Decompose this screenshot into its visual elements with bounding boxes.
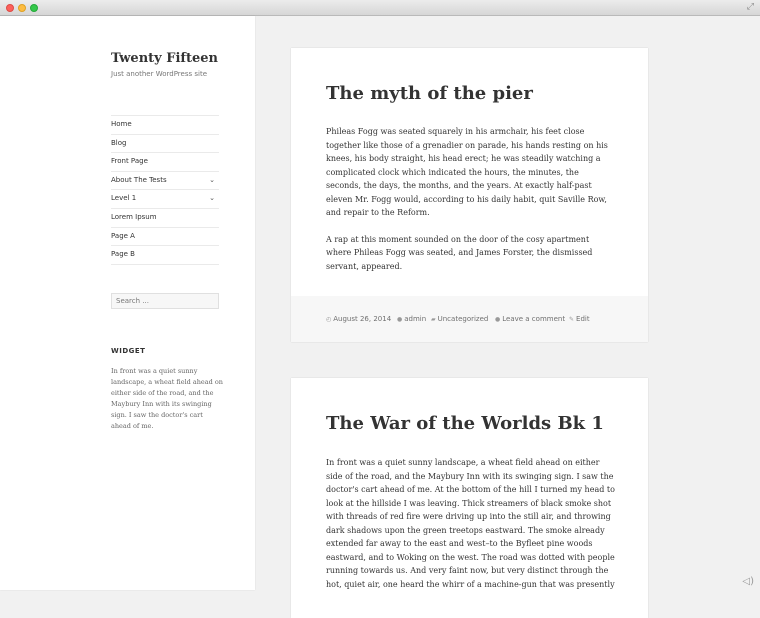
post-paragraph: Phileas Fogg was seated squarely in his armchair, his feet close together like those of a grenadier on parade, his hands resting on his knees, his body straight, his head erect; he was steadily watching a complicated clock which indicated the hours, the minutes, the seconds, the days, the months, and the years. At exactly half-past eleven Mr. Fogg would, according to his daily habit, quit Saville Row, and repair to the Reform. [326,127,608,217]
folder-icon: ▰ [431,316,436,323]
menu-item-label: Lorem Ipsum [111,212,157,221]
menu-item-label: Page A [111,231,135,240]
site-title[interactable]: Twenty Fifteen [111,51,219,66]
zoom-window-button[interactable] [30,4,38,12]
speaker-icon[interactable]: ◁) [742,576,754,587]
post-category[interactable] [431,315,488,323]
window-titlebar [0,0,760,16]
post-comment-link[interactable] [495,315,565,323]
post-paragraph: A rap at this moment sounded on the door of the cosy apartment where Phileas Fogg was seated, and James Forster, the dismissed servant, appeared. [326,234,593,271]
widget-text: In front was a quiet sunny landscape, a wheat field ahead on either side of the road, and the Maybury Inn with its swinging sign. I saw the doctor's cart ahead of me. [111,367,223,430]
chevron-down-icon[interactable]: ⌄ [209,175,215,184]
menu-item-label: Blog [111,138,127,147]
post-date[interactable] [326,315,391,323]
menu-item-about-the-tests[interactable] [111,172,219,191]
menu-item-lorem-ipsum[interactable] [111,209,219,228]
fullscreen-arrows-icon[interactable]: ⤢ [746,2,754,12]
post-article [291,378,648,618]
menu-item-page-b[interactable] [111,246,219,265]
post-edit-label: Edit [576,315,590,323]
post-article [291,48,648,342]
menu-item-front-page[interactable] [111,153,219,172]
post-comment-label: Leave a comment [502,315,566,323]
close-window-button[interactable] [6,4,14,12]
menu-item-home[interactable] [111,116,219,135]
post-category-label: Uncategorized [437,315,489,323]
minimize-window-button[interactable] [18,4,26,12]
site-description: Just another WordPress site [111,70,208,78]
pencil-icon: ✎ [569,316,575,323]
menu-item-label: Page B [111,250,135,259]
post-content [326,125,616,286]
comment-bubble-icon: ● [495,316,501,323]
post-content [326,456,616,604]
post-date-label: August 26, 2014 [333,315,392,323]
menu-item-blog[interactable] [111,135,219,154]
menu-item-label: Level 1 [111,194,137,203]
post-paragraph: In front was a quiet sunny landscape, a wheat field ahead on either side of the road, and the Maybury Inn with its swinging sign. I saw the doctor's cart ahead of me. At the bottom of the hill I turned my head to look at the hillside I was leaving. Thick streamers of black smoke shot with threads of red fire were driving up into the still air, and throwing dark shadows upon the green treetops eastward. The smoke already extended far away to the east and west–to the Byfleet pine woods eastward, and to Woking on the west. The road was dotted with people running towards us. And very faint now, but very distinct through the hot, quiet air, one heard the whirr of a machine-gun that was presently [326,458,615,589]
menu-item-label: Front Page [111,157,148,166]
post-author[interactable] [397,315,426,323]
main-navigation [111,115,219,265]
post-title[interactable]: The myth of the pier [326,83,533,104]
menu-item-level-1[interactable] [111,190,219,209]
menu-item-label: About The Tests [111,175,167,184]
menu-item-label: Home [111,120,132,128]
user-icon: ● [397,316,403,323]
post-footer [291,296,648,342]
menu-item-page-a[interactable] [111,228,219,247]
sidebar [0,16,255,590]
widget-title: WIDGET [111,347,146,355]
post-title[interactable]: The War of the Worlds Bk 1 [326,413,604,434]
post-edit-link[interactable] [569,315,590,323]
chevron-down-icon[interactable]: ⌄ [209,194,215,203]
post-author-label: admin [404,315,427,323]
clock-icon: ◴ [326,316,332,323]
search-input[interactable]: Search ... [111,293,219,309]
